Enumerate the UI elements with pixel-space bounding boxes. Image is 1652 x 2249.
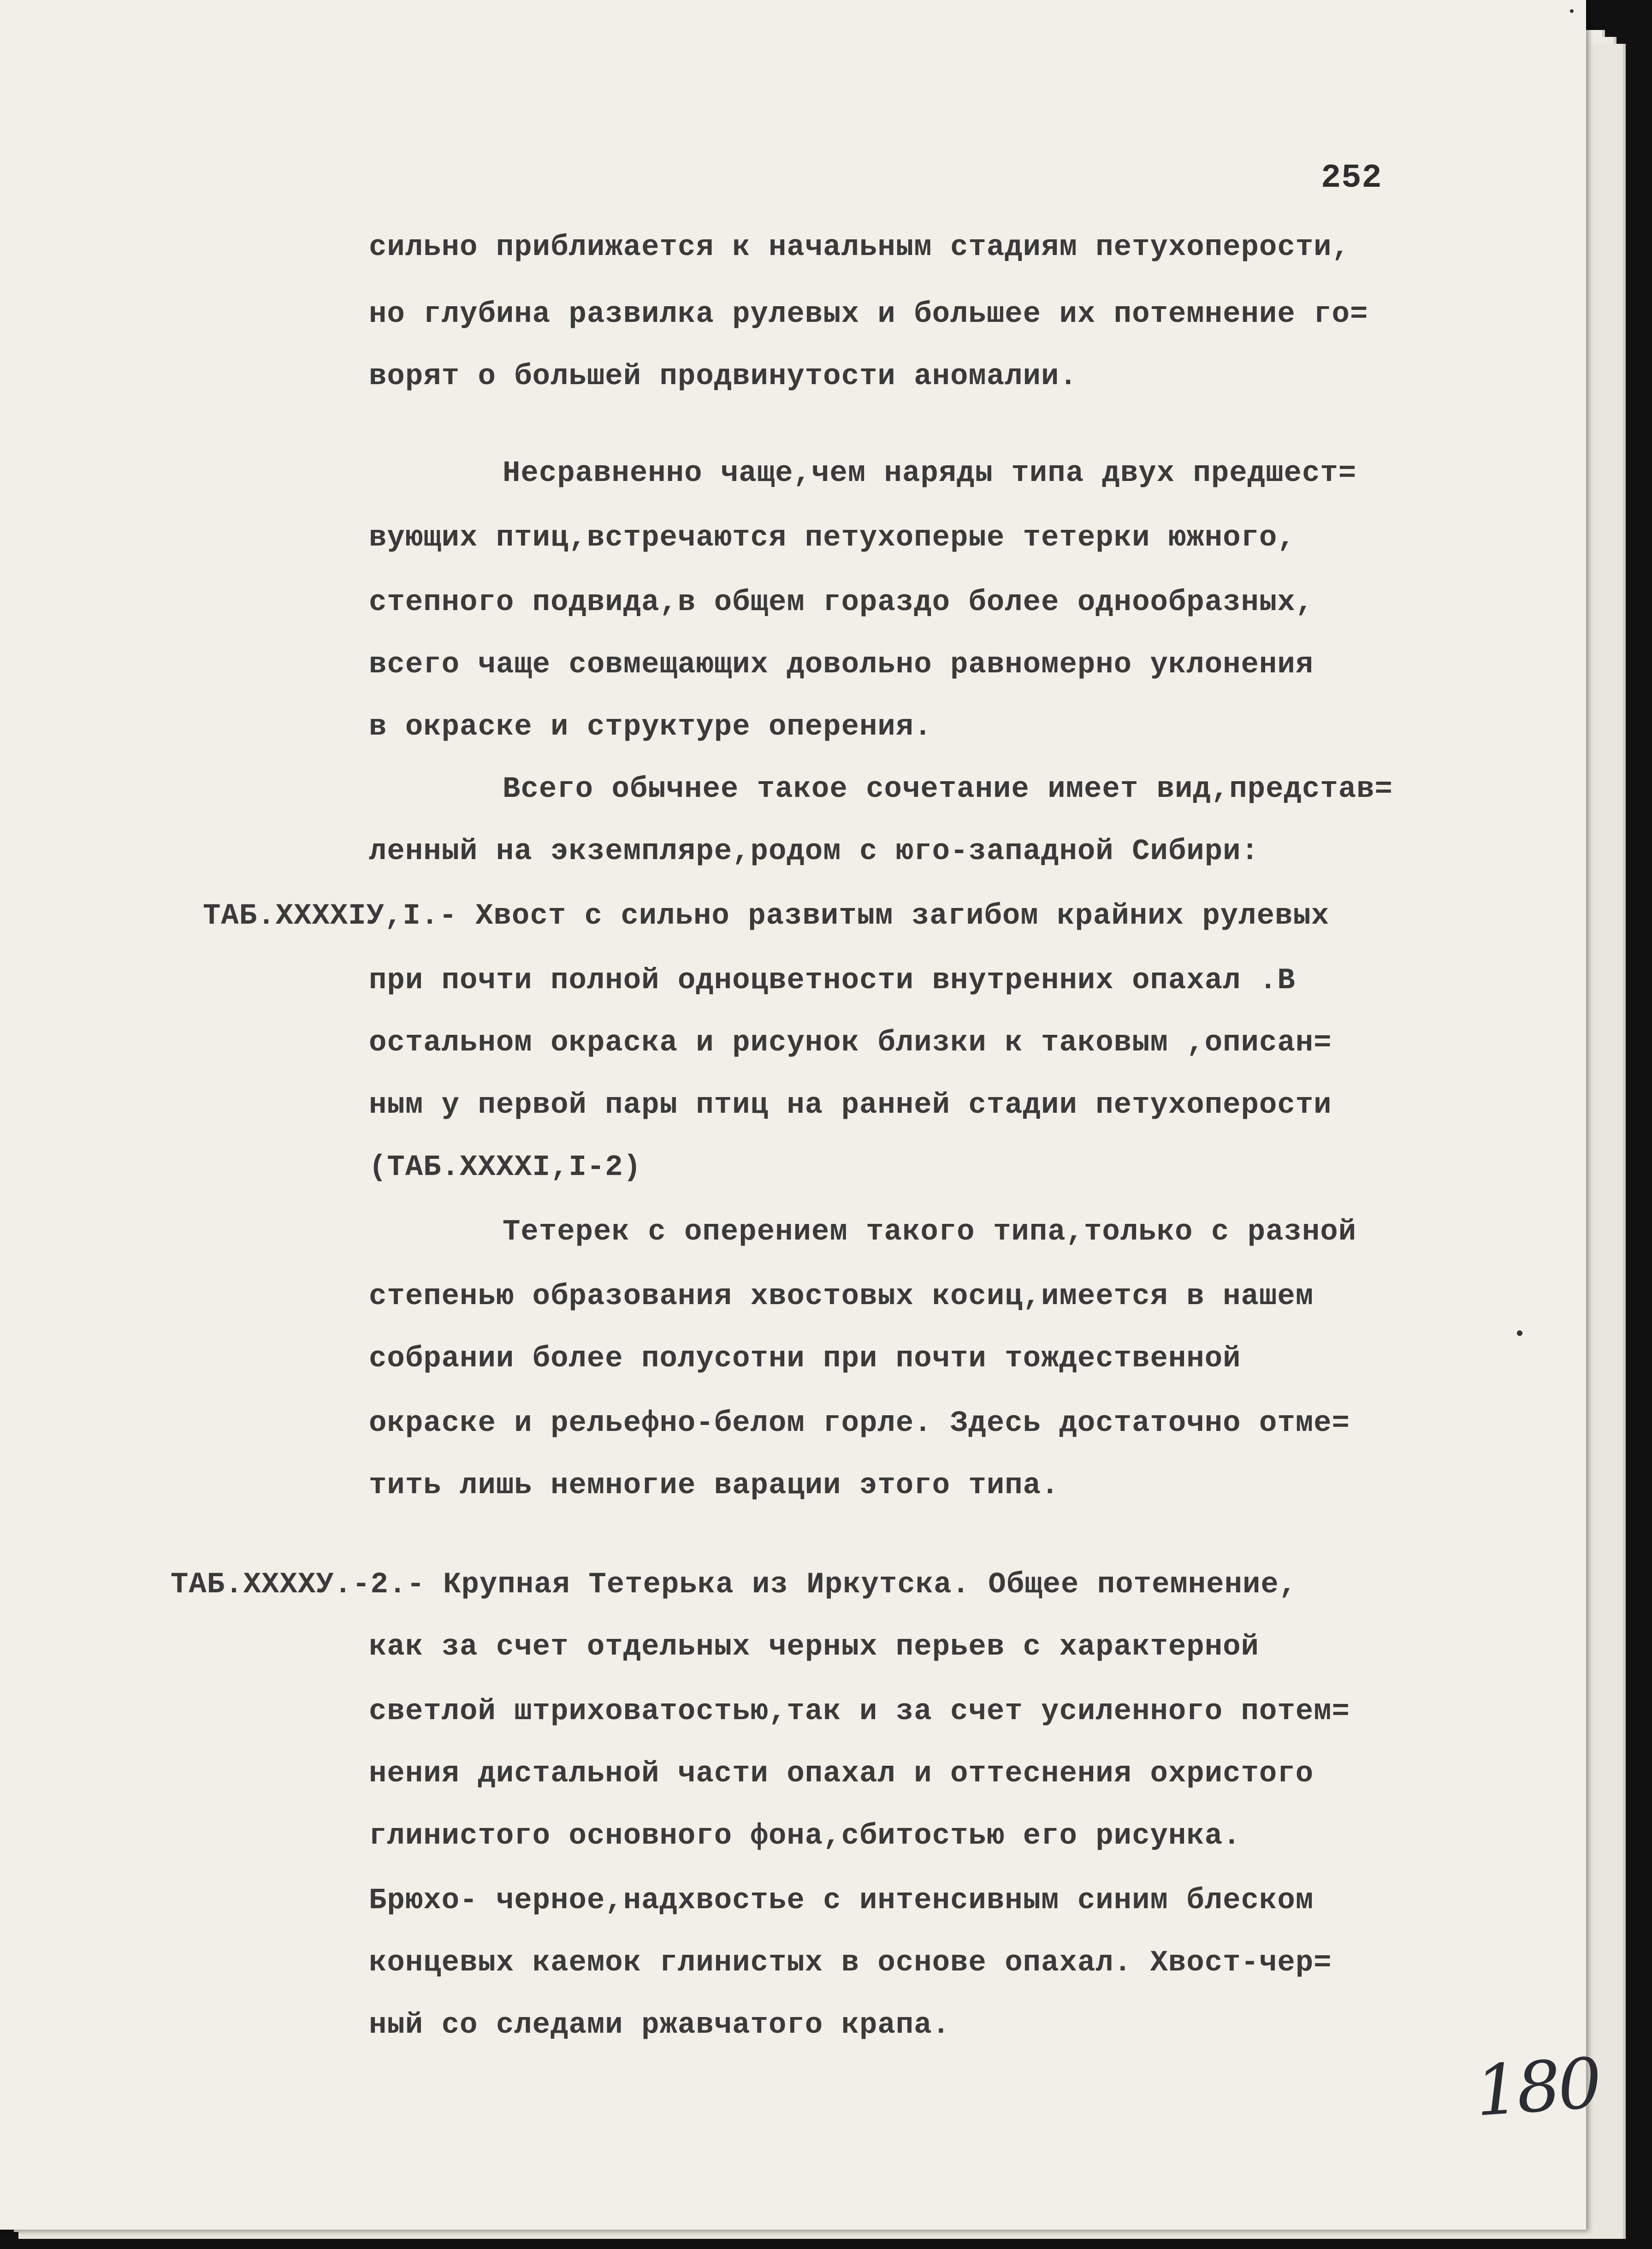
text-line: светлой штриховатостью,так и за счет усиленного потем=: [369, 1695, 1350, 1728]
ink-dot: [1570, 9, 1574, 13]
text-line: как за счет отдельных черных перьев с характерной: [369, 1631, 1259, 1664]
text-line: вующих птиц,встречаются петухоперые тетерки южного,: [369, 522, 1296, 555]
text-line: ный со следами ржавчатого крапа.: [369, 2009, 950, 2042]
text-line: ленный на экземпляре,родом с юго-западной Сибири:: [369, 835, 1259, 868]
text-line: окраске и рельефно-белом горле. Здесь достаточно отме=: [369, 1407, 1350, 1440]
text-line: глинистого основного фона,сбитостью его рисунка.: [369, 1820, 1241, 1853]
table-reference-line: ТАБ.XXXXУ.-2.- Крупная Тетерька из Иркутска. Общее потемнение,: [171, 1568, 1297, 1602]
table-reference-line: ТАБ.XXXXIУ,I.- Хвост с сильно развитым загибом крайних рулевых: [203, 900, 1330, 933]
text-line: концевых каемок глинистых в основе опахал. Хвост-чер=: [369, 1946, 1332, 1980]
page-number: 252: [1321, 159, 1382, 197]
text-line: в окраске и структуре оперения.: [369, 711, 932, 744]
text-line: собрании более полусотни при почти тождественной: [369, 1342, 1241, 1376]
text-line: степного подвида,в общем гораздо более однообразных,: [369, 586, 1314, 619]
text-line: но глубина развилка рулевых и большее их потемнение го=: [369, 298, 1368, 331]
text-line: ным у первой пары птиц на ранней стадии петухоперости: [369, 1089, 1332, 1122]
text-line: ворят о большей продвинутости аномалии.: [369, 360, 1078, 393]
text-line: остальном окраска и рисунок близки к таковым ,описан=: [369, 1027, 1332, 1060]
text-line: всего чаще совмещающих довольно равномерно уклонения: [369, 648, 1314, 682]
text-line: Брюхо- черное,надхвостье с интенсивным синим блеском: [369, 1884, 1314, 1917]
text-line: при почти полной одноцветности внутренних опахал .В: [369, 964, 1296, 997]
text-line: сильно приближается к начальным стадиям петухоперости,: [369, 231, 1350, 264]
handwritten-folio-number: 180: [1473, 2043, 1602, 2132]
text-line: Несравненно чаще,чем наряды типа двух предшест=: [503, 457, 1357, 490]
ink-dot: [1517, 1330, 1522, 1336]
text-line: тить лишь немногие варации этого типа.: [369, 1469, 1060, 1502]
text-line: степенью образования хвостовых косиц,имеется в нашем: [369, 1280, 1314, 1313]
text-line: Всего обычнее такое сочетание имеет вид,представ=: [503, 773, 1393, 806]
text-line: Тетерек с оперением такого типа,только с разной: [503, 1216, 1357, 1249]
text-line: (ТАБ.XXXXI,I-2): [369, 1151, 642, 1184]
text-line: нения дистальной части опахал и оттеснения охристого: [369, 1757, 1314, 1791]
